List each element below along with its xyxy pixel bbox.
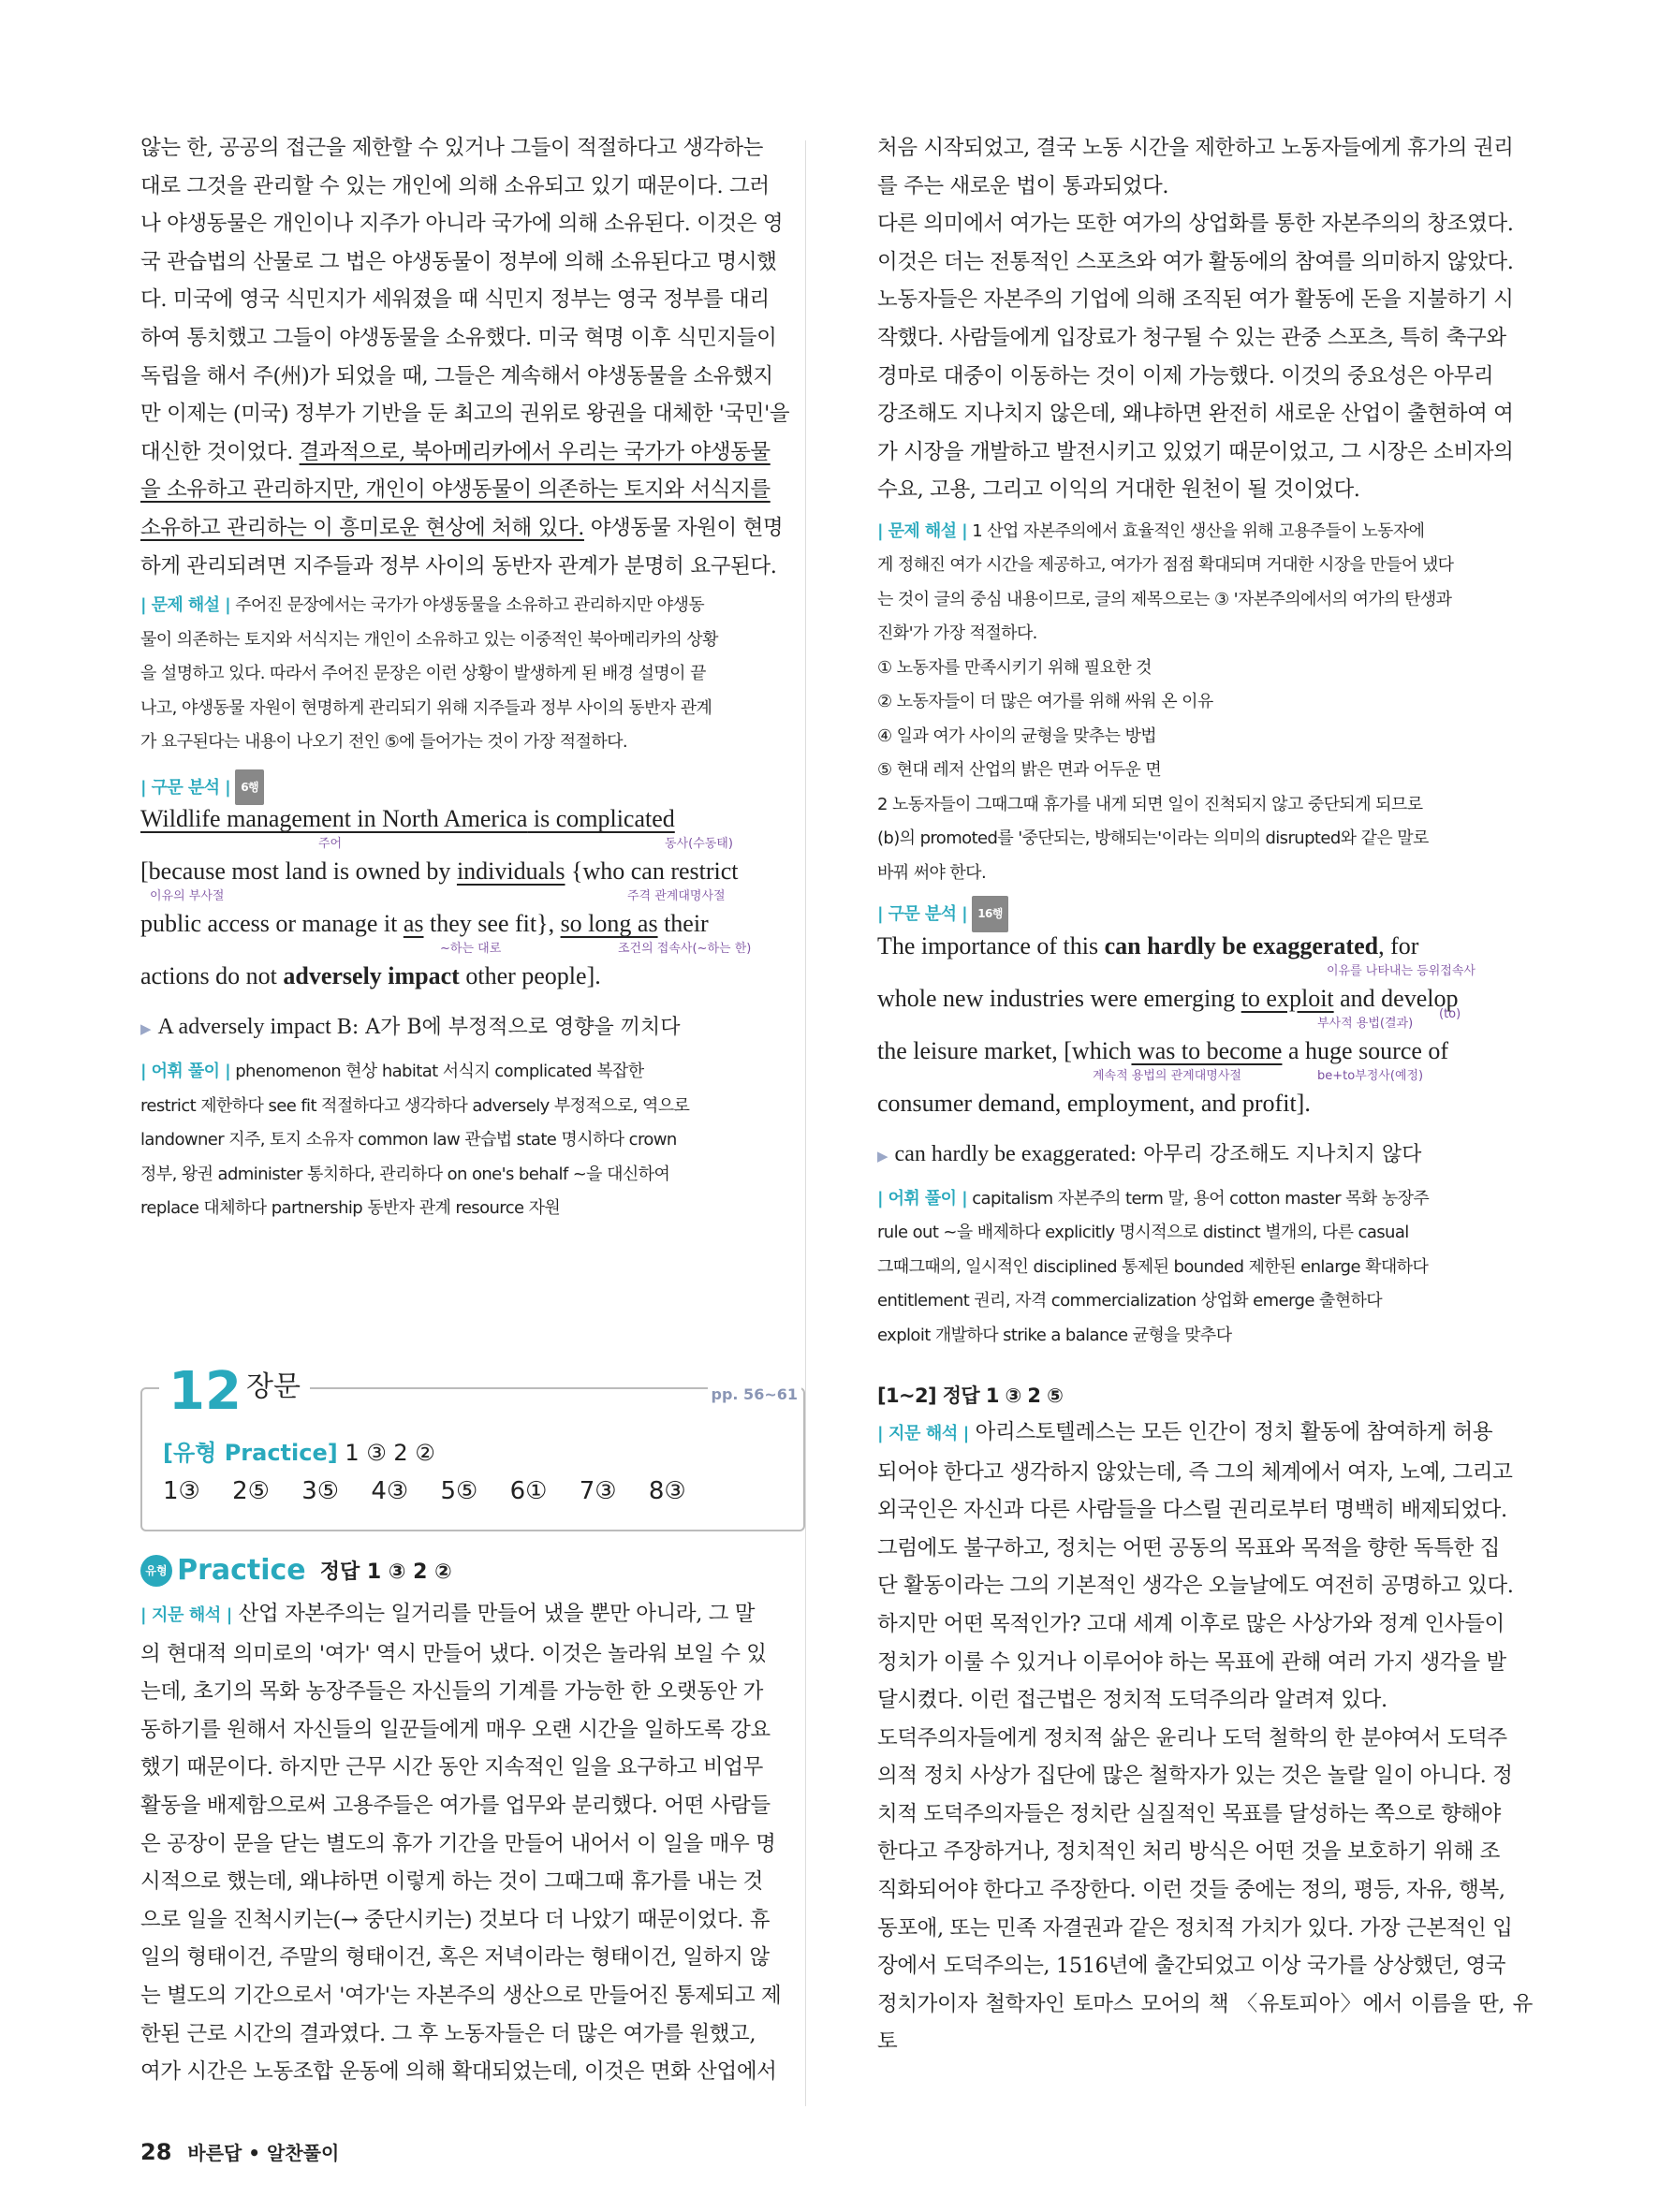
english-line [140,910,796,938]
annotation: (to) [1439,1006,1461,1021]
right-explanation [877,515,1533,891]
text-span: 야생동물 자원이 현명 [583,515,784,540]
line-number-badge: 6행 [235,769,264,806]
vocab-line: landowner 지주, 토지 소유자 common law 관습법 state 명시하다 crown [140,1130,677,1150]
answer-item: 6① [509,1477,548,1505]
explanation-line: 는 것이 글의 중심 내용이므로, 글의 제목으로는 ③ '자본주의에서의 여가의 탄생과 [877,589,1452,609]
type-badge: 유형 [140,1555,172,1587]
text-line: 외국인은 자신과 다른 사람들을 다스릴 권리로부터 명백히 배제되었다. [877,1498,1507,1523]
annotation: 이유를 나타내는 등위접속사 [1327,963,1475,978]
sentence-line [140,857,796,910]
sentence-line [877,1090,1533,1131]
english-line [140,962,796,990]
left-explanation [140,589,796,760]
text-span: public access or manage it [140,910,404,938]
text-span: other people]. [459,962,601,990]
text-line: 만 이제는 (미국) 정부가 기반을 둔 최고의 권위로 왕권을 대체한 '국민'을 [140,402,790,427]
left-top-passage [140,129,796,585]
right-vocabulary [877,1182,1533,1354]
text-line [140,509,796,548]
triangle-icon: ▶ [140,1020,152,1038]
underlined-sentence: 결과적으로, 북아메리카에서 우리는 국가가 야생동물 [299,439,771,464]
text-line: 활동을 배제함으로써 고용주들은 여가를 업무와 분리했다. 어떤 사람들 [140,1793,771,1818]
answer-item: 3⑤ [301,1477,340,1505]
text-span: a huge source of [1282,1036,1449,1064]
text-span: 1 산업 자본주의에서 효율적인 생산을 위해 고용주들이 노동자에 [972,520,1425,541]
text-line: 노동자들은 자본주의 기업에 의해 조직된 여가 활동에 돈을 지불하기 시 [877,287,1514,313]
annotation: 계속적 용법의 관계대명사절 [1093,1068,1241,1083]
explanation-tag: | 문제 해설 | [877,520,968,541]
text-line: 가 시장을 개발하고 발전시키고 있었기 때문이었고, 그 시장은 소비자의 [877,439,1514,464]
text-line: 이것은 더는 전통적인 스포츠와 여가 활동에의 참여를 의미하지 않았다. [877,249,1514,274]
unit-12-box [140,1361,801,1531]
text-span: actions do not [140,962,284,990]
explanation-line [140,589,796,623]
underlined-sentence: 소유하고 관리하는 이 흥미로운 현상에 처해 있다. [140,515,584,540]
explanation-line: 을 설명하고 있다. 따라서 주어진 문장은 이런 상황이 발생하게 된 배경 설명이 끝 [140,664,706,684]
explanation-line: (b)의 promoted를 '중단되는, 방해되는'이라는 의미의 disrupted와 같은 말로 [877,828,1429,849]
subject-phrase: Wildlife management in North America [140,805,528,833]
syntax-header [877,896,1533,932]
usage-note [877,1138,1533,1173]
line-number-badge: 16행 [972,896,1008,932]
text-span: so long as [560,910,658,938]
text-span: capitalism 자본주의 term 말, 용어 cotton master 목화 농장주 [972,1188,1430,1209]
vocab-line: replace 대체하다 partnership 동반자 관계 resource 자원 [140,1198,561,1219]
answer-row [163,1477,686,1505]
text-line: 는 별도의 기간으로서 '여가'는 자본주의 생산으로 만들어진 통제되고 제 [140,1983,782,2008]
answer-item: 5⑤ [440,1477,478,1505]
right-column [877,129,1533,2061]
text-line: 독립을 해서 주(州)가 되었을 때, 그들은 계속해서 야생동물을 소유했지 [140,363,773,388]
practice-heading [140,1554,796,1595]
vocab-tag: | 어휘 풀이 | [140,1062,231,1082]
text-line: 국 관습법의 산물로 그 법은 야생동물이 정부에 의해 소유된다고 명시했 [140,249,777,274]
triangle-icon: ▶ [877,1147,888,1165]
text-line: 동하기를 원해서 자신들의 일꾼들에게 매우 오랜 시간을 일하도록 강요 [140,1717,771,1742]
type-practice-line [163,1434,435,1467]
explanation-line: ④ 일과 여가 사이의 균형을 맞추는 방법 [877,725,1157,746]
text-span: phenomenon 현상 habitat 서식지 complicated 복잡한 [235,1062,644,1082]
text-line: 하여 통치했고 그들이 야생동물을 소유했다. 미국 혁명 이후 식민지들이 [140,325,777,350]
left-bottom [140,1554,796,2091]
verb-phrase: is complicated [527,805,675,833]
text-line: 장에서 도덕주의는, 1516년에 출간되었고 이상 국가를 상상했던, 영국 [877,1954,1506,1979]
text-line: 정치가 이룰 수 있거나 이루어야 하는 목표에 관해 여러 가지 생각을 발 [877,1649,1506,1675]
practice-title: Practice [177,1554,306,1587]
usage-note [140,1011,796,1046]
explanation-line: 나고, 야생동물 자원이 현명하게 관리되기 위해 지주들과 정부 사이의 동반자 관계 [140,697,712,718]
q12-answer: 정답 1 ③ 2 ⑤ [942,1384,1064,1408]
page-range: pp. 56~61 [708,1385,802,1403]
unit-header [159,1361,310,1422]
vocab-line [140,1055,796,1090]
unit-title: 장문 [246,1370,301,1403]
annotation: 부사적 용법(결과) [1317,1016,1414,1031]
left-column [140,129,796,1226]
practice-answer: 정답 1 ③ 2 ② [319,1560,452,1584]
column-divider [805,140,806,2106]
annotation: ~하는 대로 [440,942,502,957]
english-line [140,805,796,833]
english-line [877,985,1533,1013]
translation-tag: | 지문 해석 | [140,1605,232,1625]
answer-item: 4③ [371,1477,409,1505]
syntax-tag: | 구문 분석 | [877,904,968,925]
answer-item: 7③ [579,1477,617,1505]
text-span: 산업 자본주의는 일거리를 만들어 냈을 뿐만 아니라, 그 말 [238,1602,756,1626]
annotation: 조건의 접속사(~하는 한) [618,942,752,957]
text-line: 그럼에도 불구하고, 정치는 어떤 공동의 목표와 목적을 향한 독특한 집 [877,1535,1500,1560]
q12-label: [1~2] [877,1384,937,1408]
text-span: 주어진 문장에서는 국가가 야생동물을 소유하고 관리하지만 야생동 [235,595,705,616]
annotation: 주격 관계대명사절 [627,889,726,904]
explanation-tag: | 문제 해설 | [140,595,231,616]
text-line: 한다고 주장하거나, 정치적인 처리 방식은 어떤 것을 보호하기 위해 조 [877,1839,1500,1865]
text-line: 는데, 초기의 목화 농장주들은 자신들의 기계를 가능한 한 오랫동안 가 [140,1679,763,1705]
right-top-passage [877,129,1533,509]
sentence-line [877,932,1533,985]
explanation-line: ① 노동자를 만족시키기 위해 필요한 것 [877,657,1152,678]
text-span: {who can restrict [565,857,739,886]
text-line: 수요, 고용, 그리고 이익의 거대한 원천이 될 것이었다. [877,477,1360,503]
left-syntax-analysis [140,769,796,1047]
text-span: adversely impact [283,962,460,990]
text-span: [because most land is owned by [140,857,457,886]
text-line: 동포애, 또는 민족 자결권과 같은 정치적 가치가 있다. 가장 근본적인 입 [877,1915,1513,1941]
text-span: to exploit [1241,984,1334,1012]
text-line: 처음 시작되었고, 결국 노동 시간을 제한하고 노동자들에게 휴가의 권리 [877,136,1514,160]
english-line: consumer demand, employment, and profit]. [877,1089,1311,1117]
text-span: The importance of this [877,931,1105,960]
text-line: 시적으로 했는데, 왜냐하면 이렇게 하는 것이 그때그때 휴가를 내는 것 [140,1869,763,1895]
text-span: A adversely impact B [157,1015,352,1040]
text-line: 하게 관리되려면 지주들과 정부 사이의 동반자 관계가 분명히 요구된다. [140,553,777,579]
text-line [140,1595,796,1635]
vocab-line: 그때그때의, 일시적인 disciplined 통제된 bounded 제한된 enlarge 확대하다 [877,1256,1429,1277]
text-line [877,1414,1533,1454]
english-line [877,1037,1533,1065]
text-line: 를 주는 새로운 법이 통과되었다. [877,173,1169,198]
text-line: 단 활동이라는 그의 기본적인 생각은 오늘날에도 여전히 공명하고 있다. [877,1574,1514,1599]
sentence-line [877,1037,1533,1090]
sentence-line [140,962,796,1003]
explanation-line [877,515,1533,549]
text-line: 했기 때문이다. 하지만 근무 시간 동안 지속적인 일을 요구하고 비업무 [140,1755,763,1780]
annotation: be+to부정사(예정) [1317,1068,1424,1083]
syntax-tag: | 구문 분석 | [140,777,231,798]
text-line: 의 현대적 의미로의 '여가' 역시 만들어 냈다. 이것은 놀라워 보일 수 있 [140,1641,767,1666]
text-line: 하지만 어떤 목적인가? 고대 세계 이후로 많은 사상가와 정계 인사들이 [877,1611,1505,1636]
translation-tag: | 지문 해석 | [877,1423,969,1443]
explanation-line: 가 요구된다는 내용이 나오기 전인 ⑤에 들어가는 것이 가장 적절하다. [140,732,628,753]
text-span: 아리스토텔레스는 모든 인간이 정치 활동에 참여하게 허용 [975,1419,1493,1444]
text-span: can hardly be exaggerated [894,1141,1130,1166]
text-span: they see fit}, [423,910,561,938]
text-line: 다. 미국에 영국 식민지가 세워졌을 때 식민지 정부는 영국 정부를 대리 [140,287,770,313]
text-line: 달시켰다. 이런 접근법은 정치적 도덕주의라 알려져 있다. [877,1688,1387,1713]
text-span: and develop [1333,984,1459,1012]
vocab-line: exploit 개발하다 strike a balance 균형을 맞추다 [877,1325,1232,1345]
book-title: 바른답 • 알찬풀이 [187,2142,340,2164]
unit-number: 12 [169,1361,242,1422]
text-span: as [403,910,424,938]
right-syntax-analysis [877,896,1533,1173]
explanation-line: ⑤ 현대 레저 산업의 밝은 면과 어두운 면 [877,760,1162,781]
explanation-line: ② 노동자들이 더 많은 여가를 위해 싸워 온 이유 [877,692,1213,712]
text-span: : A가 B에 부정적으로 영향을 끼치다 [351,1016,681,1040]
text-span: was to become [1131,1036,1283,1064]
text-line: 은 공장이 문을 닫는 별도의 휴가 기간을 만들어 내어서 이 일을 매우 명 [140,1831,776,1856]
text-span: their [657,910,709,938]
vocab-line: restrict 제한하다 see fit 적절하다고 생각하다 adversely 부정적으로, 역으로 [140,1095,690,1116]
text-line: 한된 근로 시간의 결과였다. 그 후 노동자들은 더 많은 여가를 원했고, [140,2021,756,2046]
page-footer [140,2138,339,2165]
annotation: 이유의 부사절 [150,889,225,904]
text-span: whole new industries were emerging [877,984,1241,1012]
vocab-line: 정부, 왕권 administer 통치하다, 관리하다 on one's behalf ~을 대신하여 [140,1164,670,1184]
annotation: 주어 [318,837,343,852]
text-span: , for [1378,931,1419,960]
text-line [140,433,796,472]
text-span: : 아무리 강조해도 지나치지 않다 [1129,1142,1422,1166]
text-span: [which [1064,1036,1132,1064]
annotation: 동사(수동태) [665,837,733,852]
english-line [140,857,796,886]
text-line: 도덕주의자들에게 정치적 삶은 윤리나 도덕 철학의 한 분야여서 도덕주 [877,1725,1507,1751]
text-line: 대로 그것을 관리할 수 있는 개인에 의해 소유되고 있기 때문이다. 그러 [140,173,770,198]
text-line: 되어야 한다고 생각하지 않았는데, 즉 그의 체계에서 여자, 노예, 그리고 [877,1459,1513,1485]
sentence-line [140,910,796,962]
text-line: 직화되어야 한다고 주장한다. 이런 것들 중에는 정의, 평등, 자유, 행복, [877,1878,1505,1903]
text-line: 경마로 대중이 이동하는 것이 이제 가능했다. 이것의 중요성은 아무리 [877,363,1494,388]
practice-answers: 1 ③ 2 ② [345,1440,435,1466]
text-line: 정치가이자 철학자인 토마스 모어의 책 〈유토피아〉에서 이름을 딴, 유토 [877,1991,1533,2055]
text-span: individuals [456,857,565,886]
text-line: 강조해도 지나치지 않은데, 왜냐하면 완전히 새로운 산업이 출현하여 여 [877,402,1514,427]
text-line: 의적 정치 사상가 집단에 많은 철학자가 있는 것은 놀랄 일이 아니다. 정 [877,1764,1513,1789]
answer-item: 8③ [648,1477,686,1505]
page-number: 28 [140,2139,172,2165]
text-line: 일의 형태이건, 주말의 형태이건, 혹은 저녁이라는 형태이건, 일하지 않 [140,1945,770,1970]
vocab-tag: | 어휘 풀이 | [877,1188,968,1209]
vocab-line: rule out ~을 배제하다 explicitly 명시적으로 distinct 별개의, 다른 casual [877,1223,1409,1243]
text-span: can hardly be exaggerated [1104,931,1379,960]
explanation-line: 2 노동자들이 그때그때 휴가를 내게 되면 일이 진척되지 않고 중단되게 되므로 [877,794,1423,814]
vocab-line [877,1182,1533,1217]
text-line: 다른 의미에서 여가는 또한 여가의 상업화를 통한 자본주의의 창조였다. [877,212,1514,237]
answer-item: 2⑤ [232,1477,270,1505]
explanation-line: 게 정해진 여가 시간을 제공하고, 여가가 점점 확대되며 거대한 시장을 만들어 냈다 [877,555,1454,576]
text-span: the leisure market, [877,1036,1064,1064]
text-line: 작했다. 사람들에게 입장료가 청구될 수 있는 관중 스포츠, 특히 축구와 [877,325,1506,350]
text-line: 으로 일을 진척시키는(→ 중단시키는) 것보다 더 나았기 때문이었다. 휴 [140,1907,771,1932]
sentence-line [140,805,796,857]
text-line: 않는 한, 공공의 접근을 제한할 수 있거나 그들이 적절하다고 생각하는 [140,136,763,160]
left-vocabulary [140,1055,796,1226]
sentence-line [877,985,1533,1037]
text-line: 나 야생동물은 개인이나 지주가 아니라 국가에 의해 소유된다. 이것은 영 [140,212,784,237]
explanation-line: 진화'가 가장 적절하다. [877,623,1037,644]
explanation-line: 바꿔 써야 한다. [877,862,987,883]
practice-label: [유형 Practice] [163,1440,338,1466]
english-line [877,932,1533,960]
answer-item: 1③ [163,1477,200,1505]
text-line: 치적 도덕주의자들은 정치란 실질적인 목표를 달성하는 쪽으로 향해야 [877,1801,1501,1826]
syntax-header [140,769,796,806]
q12-section [877,1379,1533,2061]
explanation-line: 물이 의존하는 토지와 서식지는 개인이 소유하고 있는 이중적인 북아메리카의 상황 [140,629,718,650]
q12-heading [877,1379,1533,1414]
underlined-sentence: 을 소유하고 관리하지만, 개인이 야생동물이 의존하는 토지와 서식지를 [140,477,771,503]
vocab-line: entitlement 권리, 자격 commercialization 상업화 emerge 출현하다 [877,1291,1383,1311]
text-span: 대신한 것이었다. [140,439,300,464]
text-line: 여가 시간은 노동조합 운동에 의해 확대되었는데, 이것은 면화 산업에서 [140,2059,777,2085]
